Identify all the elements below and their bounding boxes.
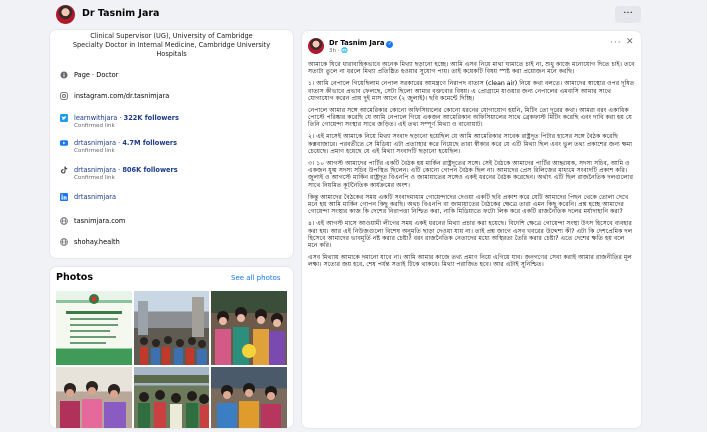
- bio-line: Specialty Doctor in Internal Medicine, Cambridge University: [72, 41, 271, 50]
- photo-thumbnail[interactable]: [134, 367, 209, 428]
- photo-thumbnail[interactable]: [211, 291, 287, 365]
- photo-thumbnail[interactable]: [134, 291, 209, 365]
- post-paragraph: নেপালে আমার সঙ্গে আমেরিকার কোনো অফিসিয়ালের কোনো ধরনের যোগাযোগ হয়নি, মিটিং তো দূরের কথা। আমরা বরং একাধিক পোস্টে পরিষ্কার করেছি যে আমি নেপালে গিয়ে একজন আমেরিকান অফিসিয়ালের সাথে ব্রেকফাস্ট মিটিং করেছি এবং দাবি করা হয় যে তিনি গোয়েন্দা সংস্থার সাথে জড়িত। এই তথ্য সম্পূর্ণ মিথ্যা ও বানোয়াট।: [308, 106, 632, 129]
- tiktok-account[interactable]: drtasnimjara · 806K followers: [74, 166, 178, 174]
- photos-card: [50, 267, 293, 428]
- confirmed-link-label: Confirmed link: [74, 148, 115, 154]
- post-paragraph: কিন্তু আমাদের বৈঠকের সময় একটি সংবাদমাধ্যম গোয়েন্দাদের দেওয়া একটি ছবি প্রকাশ করে যেটি আমাদের পিছন থেকে তোলা দেখে মনে হয় আমি মার্কিন গোপন কিছু করছি। অথচ বিএনপি বা জামায়াতের বৈঠকের ক্ষেত্রে তারা এমন কিছু করেনি। প্রশ্ন হচ্ছে আমাদের গোয়েন্দা সংস্থার কাজ কি দেশের নিরাপত্তা নিশ্চিত করা, নাকি মিডিয়াতে ফটো লিক করে একটি রাজনৈতিক দলের মর্যাদাহানি করা?: [308, 193, 629, 216]
- more-options-button[interactable]: ···: [615, 6, 641, 23]
- post-paragraph: ৩। ১০ আগস্ট আমাদের পার্টির একটি বৈঠক হয় মার্কিন রাষ্ট্রদূতের সঙ্গে। সেই বৈঠকে আমাদের পার্টির আহ্বায়ক, সদস্য সচিব, আমি ও একজন যুগ্ম সদস্য সচিব উপস্থিত ছিলেন। এটি কোনো গোপন বৈঠক ছিল না। আমাদের প্রেস রিলিজের মাধ্যমে সংবাদটি প্রকাশ করি। জুলাই ও আগস্টে মার্কিন রাষ্ট্রদূত বিএনপি ও জামায়াতের সঙ্গেও একই ধরনের বৈঠক করেছেন। অর্থাৎ এটি ছিল রাজনৈতিক দলগুলোর সাথে নিয়মিত কূটনৈতিক কার্যক্রমের অংশ।: [308, 159, 633, 189]
- profile-avatar[interactable]: [56, 5, 75, 24]
- linkedin-link[interactable]: drtasnimjara: [74, 193, 117, 201]
- bio-line: Clinical Supervisor (UG), University of Cambridge: [90, 32, 253, 40]
- verified-badge-icon: ✓: [387, 41, 393, 47]
- linkedin-icon: [60, 193, 68, 201]
- youtube-icon: [60, 139, 68, 147]
- youtube-account[interactable]: drtasnimjara · 4.7M followers: [74, 139, 178, 147]
- page-category: Page · Doctor: [74, 71, 119, 79]
- tiktok-icon: [60, 166, 68, 174]
- post-paragraph: আমাকে ঘিরে ধারাবাহিকভাবে অনেক মিথ্যা ছড়ানো হচ্ছে। আমি এসব নিয়ে মাথা ঘামাতে চাই না, শুধু কাজে মনোযোগ দিতে চাই। তবে সত্যটা তুলে না ধরলে মিথ্যা প্রতিষ্ঠিত হওয়ার সুযোগ পায়। তাই কয়েকটি বিষয় স্পষ্ট করা প্রয়োজন মনে করছি।: [308, 61, 635, 76]
- instagram-link[interactable]: instagram.com/dr.tasnimjara: [74, 92, 170, 100]
- photo-thumbnail[interactable]: [211, 367, 287, 428]
- intro-bio: [58, 32, 285, 60]
- see-all-photos-link[interactable]: See all photos: [231, 274, 281, 282]
- post-paragraph: ২। এই মাসেই আমাকে নিয়ে মিথ্যা সংবাদ ছড়ানো হয়েছিল যে আমি আমেরিকার সাবেক রাষ্ট্রদূত পিটার হাসের সঙ্গে বৈঠক করেছি কক্সবাজারে। পরবর্তীতে সে মিডিয়া এটা প্রত্যাহার করে নিয়েছে তারা স্বীকার করে যে এটি মিথ্যা ছিল এবং ভুল তথ্য প্রকাশের জন্য ক্ষমা চেয়েছে। প্রমাণ হয়েছে যে এই মিথ্যা সংবাদটি ছড়ানো হয়েছিল।: [308, 133, 633, 155]
- profile-topbar: [0, 0, 707, 30]
- post-paragraph: এসব মিথ্যায় আমাকে দমানো যাবে না। আমি আমার কাজে তথ্য প্রমাণ নিয়ে এগিয়ে যাব। জনগণের সেবা করাই আমার রাজনীতির মূল লক্ষ্য। সত্যের জয় হবে, শেষ পর্যন্ত সত্যই টিকে থাকবে। মিথ্যা পরাজিত হবে। আর এটাই সুনিশ্চিত।: [308, 254, 632, 269]
- globe-icon: [60, 217, 68, 225]
- twitter-icon: [60, 114, 68, 122]
- instagram-icon: [60, 92, 68, 100]
- confirmed-link-label: Confirmed link: [74, 123, 115, 129]
- photos-title: Photos: [56, 272, 93, 283]
- intro-card: [50, 30, 293, 258]
- twitter-account[interactable]: learnwithjara · 322K followers: [74, 114, 179, 122]
- post-author-name[interactable]: Dr Tasnim Jara ✓: [329, 39, 393, 47]
- profile-name[interactable]: Dr Tasnim Jara: [82, 8, 160, 19]
- bio-line: Hospitals: [156, 50, 187, 59]
- photo-thumbnail[interactable]: [56, 367, 132, 428]
- post-close-button[interactable]: ✕: [626, 37, 634, 47]
- link-icon: [60, 238, 68, 246]
- post-options-button[interactable]: ···: [610, 38, 622, 48]
- confirmed-link-label: Confirmed link: [74, 175, 115, 181]
- website-link[interactable]: tasnimjara.com: [74, 217, 126, 225]
- post-timestamp[interactable]: 3h · 🌐: [329, 48, 349, 54]
- info-icon: [60, 71, 68, 79]
- post-text: [308, 61, 635, 273]
- post-card: [302, 31, 641, 428]
- post-paragraph: ৪। এই আগস্ট মাসে আওয়ামী লীগের সময় একই ধরনের মিথ্যা প্রচার করা হয়েছে। বিদেশি ক্ষেত্রে গোয়েন্দা সংস্থা উৎস হিসেবে ব্যবহার করা হয়। আর এই নিউজগুলো বিশেষ অনুমতি ছাড়া দেওয়া যায় না। তাই প্রশ্ন জাগে এসব খবরের উদ্দেশ্য কী? এটা কি দেশপ্রেমিক দল হিসেবে আমাদের ভাবমূর্তি নষ্ট করার চেষ্টা? বরং রাজনৈতিক নেতাদের মধ্যে অস্থিরতা তৈরি করার চেষ্টা? এতে দেশের ক্ষতি হয় বলে মনে করি।: [308, 220, 633, 250]
- photo-thumbnail[interactable]: [56, 291, 132, 365]
- post-author-avatar[interactable]: [308, 38, 324, 54]
- shop-link[interactable]: shohay.health: [74, 238, 120, 246]
- post-paragraph: ১। আমি নেপালে গিয়েছিলাম নেপাল সরকারের আমন্ত্রণে নিরাপদ বাতাস (clean air) নিয়ে কথা বলতে। আমাদের স্বাস্থ্যের ওপর দূষিত বাতাস কীভাবে প্রভাব ফেলছে, সেটা ছিলো আমার বক্তব্যের বিষয়। এ প্রোগ্রামে যাওয়ার জন্য নেপালের এমবাসি আমার সাথে যোগাযোগ করেন প্রায় দুই মাস আগে (২ জুলাই)। ছবি কমেন্টে দিচ্ছি।: [308, 80, 635, 102]
